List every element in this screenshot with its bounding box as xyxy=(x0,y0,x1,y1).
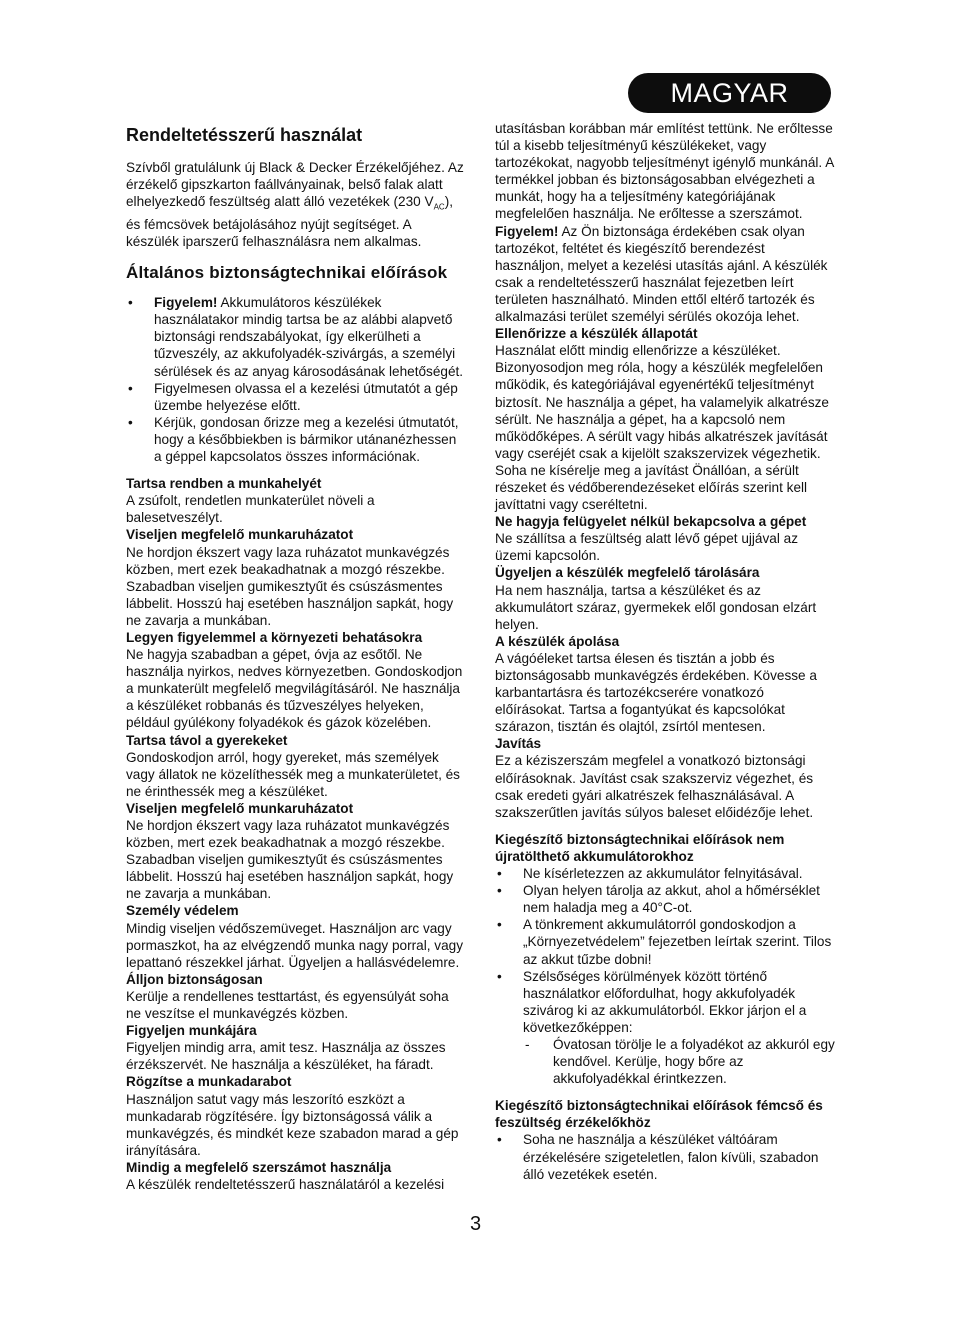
section-title-safety: Általános biztonságtechnikai előírások xyxy=(126,263,448,283)
bullet-item xyxy=(126,380,466,414)
section-text: Használat előtt mindig ellenőrizze a készüléket. Bizonyosodjon meg róla, hogy a készülék megfelelően működik, és kategóriájával egyenértékű teljesítményt biztosít. Ne használja a gépet, ha valamelyik alkatrésze sérült. Ne használja a gépet, ha a kapcsoló nem működőképes. A sérült vagy hibás alkatrészek javítását vagy cseréjét csak a kijelölt szakszervizek végezhetik. Soha ne kísérelje meg a javítást Önállóan, a sérült részeket és védőberendezéseket előírás szerint kell javíttatni vagy cseréltetni. xyxy=(495,343,829,513)
section-heading: A készülék ápolása xyxy=(495,633,620,649)
bullet-item: • Olyan helyen tárolja az akkut, ahol a hőmérséklet nem haladja meg a 40°C-ot. xyxy=(495,882,835,916)
section-text: Használjon satut vagy más leszorító eszközt a munkadarab rögzítésére. Így biztonságossá válik a munkavégzés, és mindkét keze szabadon marad a gép irányítására. xyxy=(126,1091,459,1158)
section-text: Figyeljen mindig arra, amit tesz. Használja az összes érzékszervét. Ne használja a készüléket, ha fáradt. xyxy=(126,1040,446,1073)
bullet-text: Figyelmesen olvassa el a kezelési útmutatót a gép üzembe helyezése előtt. xyxy=(154,380,458,413)
section-text: Ne szállítsa a feszültség alatt lévő gépet ujjával az üzemi kapcsolón. xyxy=(495,531,799,564)
section-text: A vágóéleket tartsa élesen és tisztán a jobb és biztonságosabb munkavégzés érdekében. Kövesse a karbantartásra és tartozékcserére vonatkozó előírásokat. Tartsa a fogantyúkat és kapcsolókat szárazon, tisztán és olajtól, zsírtól mentesen. xyxy=(495,650,817,735)
language-badge: MAGYAR xyxy=(628,73,831,113)
section-heading: Ellenőrizze a készülék állapotát xyxy=(495,326,698,342)
bullet-item: • Soha ne használja a készüléket váltóáram érzékelésére szigeteletlen, falon kívüli, szabadon álló vezetékek esetén. xyxy=(495,1131,835,1182)
dash-item: - Óvatosan törölje le a folyadékot az akkuról egy kendővel. Kerülje, hogy bőre az akkufolyadékkal érintkezzen. xyxy=(523,1036,835,1087)
section-text: Gondoskodjon arról, hogy gyereket, más személyek vagy állatok ne közelíthessék meg a munkaterületet, és ne érinthessék meg a készüléket. xyxy=(126,749,460,799)
left-column xyxy=(126,120,466,1193)
battery-bullet-list xyxy=(495,865,835,1087)
section-text: Ne hordjon ékszert vagy laza ruházatot munkavégzés közben, mert ezek beakadhatnak a mozgó részekbe. Szabadban viseljen gumikesztyűt és csúszásmentes lábbelit. Hosszú haj esetében használjon sapkát, hogy ne zavarja a munkában. xyxy=(126,544,454,628)
bullet-item xyxy=(126,414,466,465)
section-heading: Tartsa rendben a munkahelyét xyxy=(126,476,322,492)
section-heading: Személy védelem xyxy=(126,903,239,919)
section-heading: Rögzítse a munkadarabot xyxy=(126,1074,292,1090)
bullet-item: • Ne kísérletezzen az akkumulátor felnyitásával. xyxy=(495,865,835,882)
section-heading: Tartsa távol a gyerekeket xyxy=(126,732,288,748)
section-heading: Javítás xyxy=(495,736,542,752)
right-column xyxy=(495,120,835,1183)
metal-bullet-list xyxy=(495,1131,835,1182)
warning-text: Az Ön biztonsága érdekében csak olyan tartozékot, feltétet és kiegészítő berendezést használjon, melyet a kezelési utasítás ajánl. A készülék csak a rendeltetésszerű használat fejezetben leírt területen használható. Minden ettől eltérő tartozék és alkalmazási terület személyi sérülés okozója lehet. xyxy=(495,223,828,325)
section-heading: Mindig a megfelelő szerszámot használja xyxy=(126,1159,392,1175)
safety-bullet-list xyxy=(126,294,466,465)
bullet-text: Kérjük, gondosan őrizze meg a kezelési útmutatót, hogy a későbbiekben is bármikor utánanézhessen a géppel kapcsolatos összes információnak. xyxy=(154,414,459,465)
intro-subscript: AC xyxy=(433,202,445,212)
section-heading: Figyeljen munkájára xyxy=(126,1023,257,1039)
dash-list xyxy=(523,1036,835,1087)
warning-bold: Figyelem! xyxy=(495,223,559,239)
bullet-item xyxy=(495,968,835,1088)
section-text: A zsúfolt, rendetlen munkaterület növeli a balesetveszélyt. xyxy=(126,493,375,526)
intro-text-b: ), és fémcsövek betájolásához nyújt segítséget. A készülék iparszerű felhasználásra nem alkalmas. xyxy=(126,194,453,250)
continued-text: utasításban korábban már említést tettünk. Ne erőltesse túl a kisebb teljesítményű készülékeket, vagy tartozékokat, nagyobb teljesítményt igénylő munkánál. A termékkel jobban és biztonságosabban elvégezheti a munkát, hogy ha a teljesítmény kategóriájának megfelelően használja. Ne erőltesse a szerszámot. xyxy=(495,121,834,222)
warning-paragraph xyxy=(495,223,835,326)
battery-safety-title: Kiegészítő biztonságtechnikai előírások nem újratölthető akkumulátorokhoz xyxy=(495,831,785,864)
bullet-bold: Figyelem! xyxy=(154,295,218,311)
page-number: 3 xyxy=(470,1213,482,1235)
metal-detector-safety-title: Kiegészítő biztonságtechnikai előírások fémcső és feszültség érzékelőkhöz xyxy=(495,1098,823,1131)
bullet-text: Szélsőséges körülmények között történő használatkor előfordulhat, hogy akkufolyadék szivárog ki az akkumulátorból. Ekkor járjon el a következőképpen: xyxy=(523,968,807,1035)
section-text: Ez a kéziszerszám megfelel a vonatkozó biztonsági előírásoknak. Javítást csak szakszerviz végezhet, és csak eredeti gyári alkatrészek felhasználásával. A szakszerűtlen javítás súlyos baleset előidézője lehet. xyxy=(495,753,814,820)
section-heading: Legyen figyelemmel a környezeti behatásokra xyxy=(126,629,423,645)
section-text: Ne hordjon ékszert vagy laza ruházatot munkavégzés közben, mert ezek beakadhatnak a mozgó részekbe. Szabadban viseljen gumikesztyűt és csúszásmentes lábbelit. Hosszú haj esetében használjon sapkát, hogy ne zavarja a munkában. xyxy=(126,818,454,902)
section-heading: Ügyeljen a készülék megfelelő tárolására xyxy=(495,565,760,581)
section-heading: Viseljen megfelelő munkaruházatot xyxy=(126,800,354,816)
section-text: Mindig viseljen védőszemüveget. Használjon arc vagy pormaszkot, ha az elvégzendő munka nagy porral, vagy lepattanó részekkel járhat. Ügyeljen a hallásvédelemre. xyxy=(126,920,464,970)
section-text: Ha nem használja, tartsa a készüléket és az akkumulátort száraz, gyermekek elől gondosan elzárt helyen. xyxy=(495,582,817,632)
bullet-item xyxy=(126,294,466,379)
section-text: Kerülje a rendellenes testtartást, és egyensúlyát soha ne veszítse el munkavégzés közben. xyxy=(126,988,449,1022)
section-text: A készülék rendeltetésszerű használatáról a kezelési xyxy=(126,1176,445,1192)
section-text: Ne hagyja szabadban a gépet, óvja az esőtől. Ne használja nyirkos, nedves környezetben. Gondoskodjon a munkaterült megfelelő megvilágításáról. Ne használja a készüléket robbanás és tűzveszélyes helyeken, például gyúlékony folyadékok és gázok közelében. xyxy=(126,647,463,731)
intro-paragraph xyxy=(126,159,466,250)
section-heading: Ne hagyja felügyelet nélkül bekapcsolva a gépet xyxy=(495,514,807,530)
section-title-intended-use: Rendeltetésszerű használat xyxy=(126,125,363,145)
bullet-text: Akkumulátoros készülékek használatakor mindig tartsa be az alábbi alapvető biztonsági rendszabályokat, így elkerülheti a tűzveszély, az akkufolyadék-szivárgás, a személyi sérülések és az anyag károsodásának lehetőségét. xyxy=(154,295,464,379)
intro-text-a: Szívből gratulálunk új Black & Decker Érzékelőjéhez. Az érzékelő gipszkarton faállványainak, belső falak alatt elhelyezkedő feszültség alatt álló vezetékek (230 V xyxy=(126,160,464,210)
section-heading: Álljon biztonságosan xyxy=(126,971,263,987)
bullet-item: • A tönkrement akkumulátorról gondoskodjon a „Környezetvédelem” fejezetben leírtak szerint. Tilos az akkut tűzbe dobni! xyxy=(495,916,835,967)
section-heading: Viseljen megfelelő munkaruházatot xyxy=(126,527,354,543)
